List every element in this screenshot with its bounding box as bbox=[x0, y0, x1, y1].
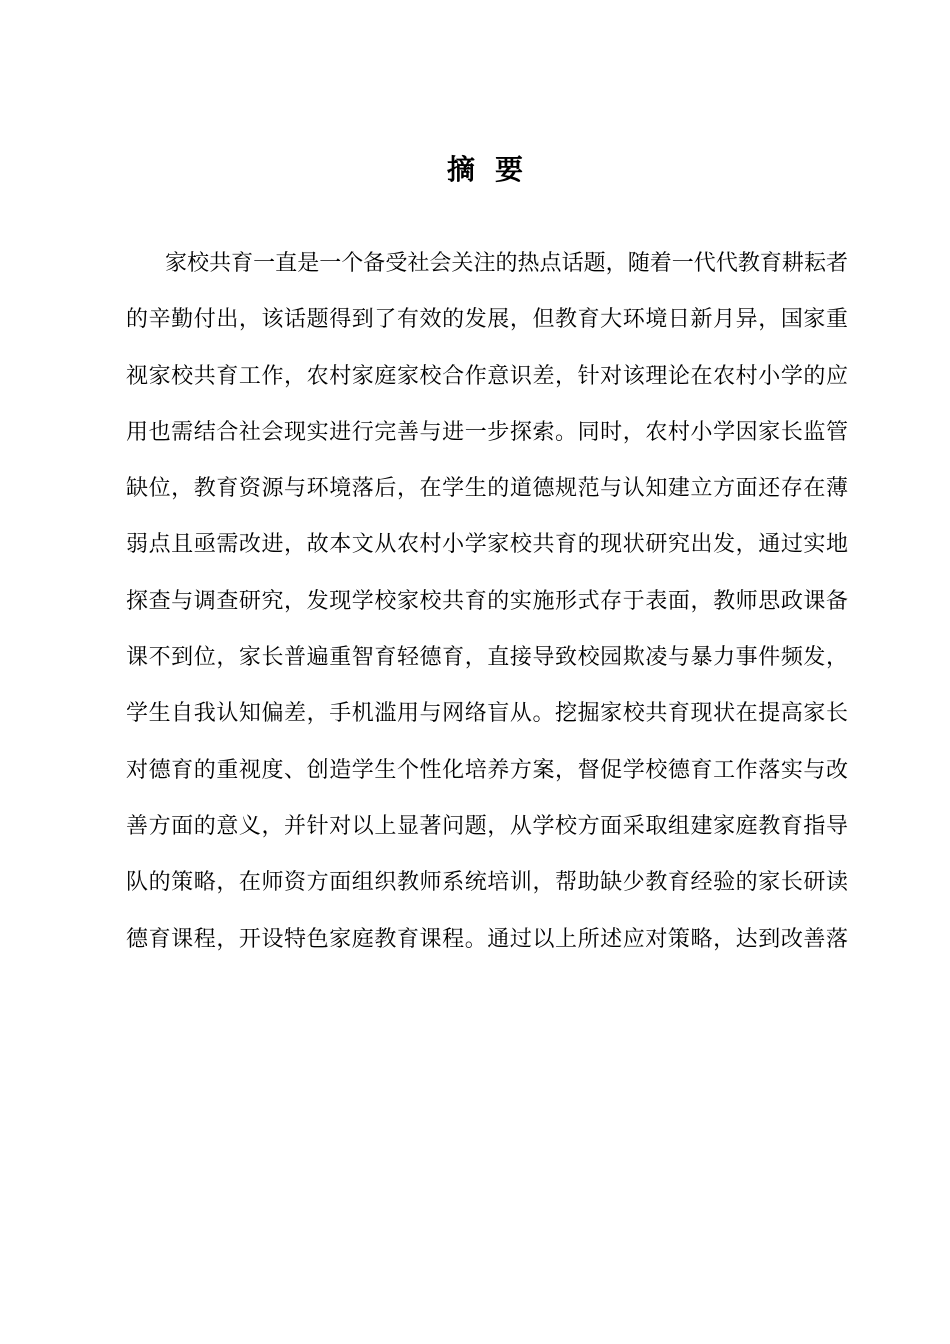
paragraph-line: 对德育的重视度、创造学生个性化培养方案，督促学校德育工作落实与改 bbox=[126, 757, 848, 783]
paragraph-line: 善方面的意义，并针对以上显著问题，从学校方面采取组建家庭教育指导 bbox=[126, 813, 848, 839]
paragraph-line: 的辛勤付出，该话题得到了有效的发展，但教育大环境日新月异，国家重 bbox=[126, 307, 848, 333]
paragraph-line: 德育课程，开设特色家庭教育课程。通过以上所述应对策略，达到改善落 bbox=[126, 926, 848, 952]
paragraph-line: 队的策略，在师资方面组织教师系统培训，帮助缺少教育经验的家长研读 bbox=[126, 870, 848, 896]
paragraph-line: 家校共育一直是一个备受社会关注的热点话题，随着一代代教育耕耘者 bbox=[165, 251, 848, 276]
paragraph-line: 学生自我认知偏差，手机滥用与网络盲从。挖掘家校共育现状在提高家长 bbox=[126, 701, 848, 727]
abstract-body bbox=[126, 236, 848, 968]
paragraph-line: 缺位，教育资源与环境落后，在学生的道德规范与认知建立方面还存在薄 bbox=[126, 476, 848, 502]
paragraph-line: 视家校共育工作，农村家庭家校合作意识差，针对该理论在农村小学的应 bbox=[126, 363, 848, 389]
paragraph-line: 弱点且亟需改进，故本文从农村小学家校共育的现状研究出发，通过实地 bbox=[126, 532, 848, 558]
paragraph-line: 课不到位，家长普遍重智育轻德育，直接导致校园欺凌与暴力事件频发， bbox=[126, 645, 848, 671]
paragraph-line: 用也需结合社会现实进行完善与进一步探索。同时，农村小学因家长监管 bbox=[126, 419, 848, 445]
paragraph-line: 探查与调查研究，发现学校家校共育的实施形式存于表面，教师思政课备 bbox=[126, 588, 848, 614]
abstract-title: 摘要 bbox=[446, 153, 543, 186]
